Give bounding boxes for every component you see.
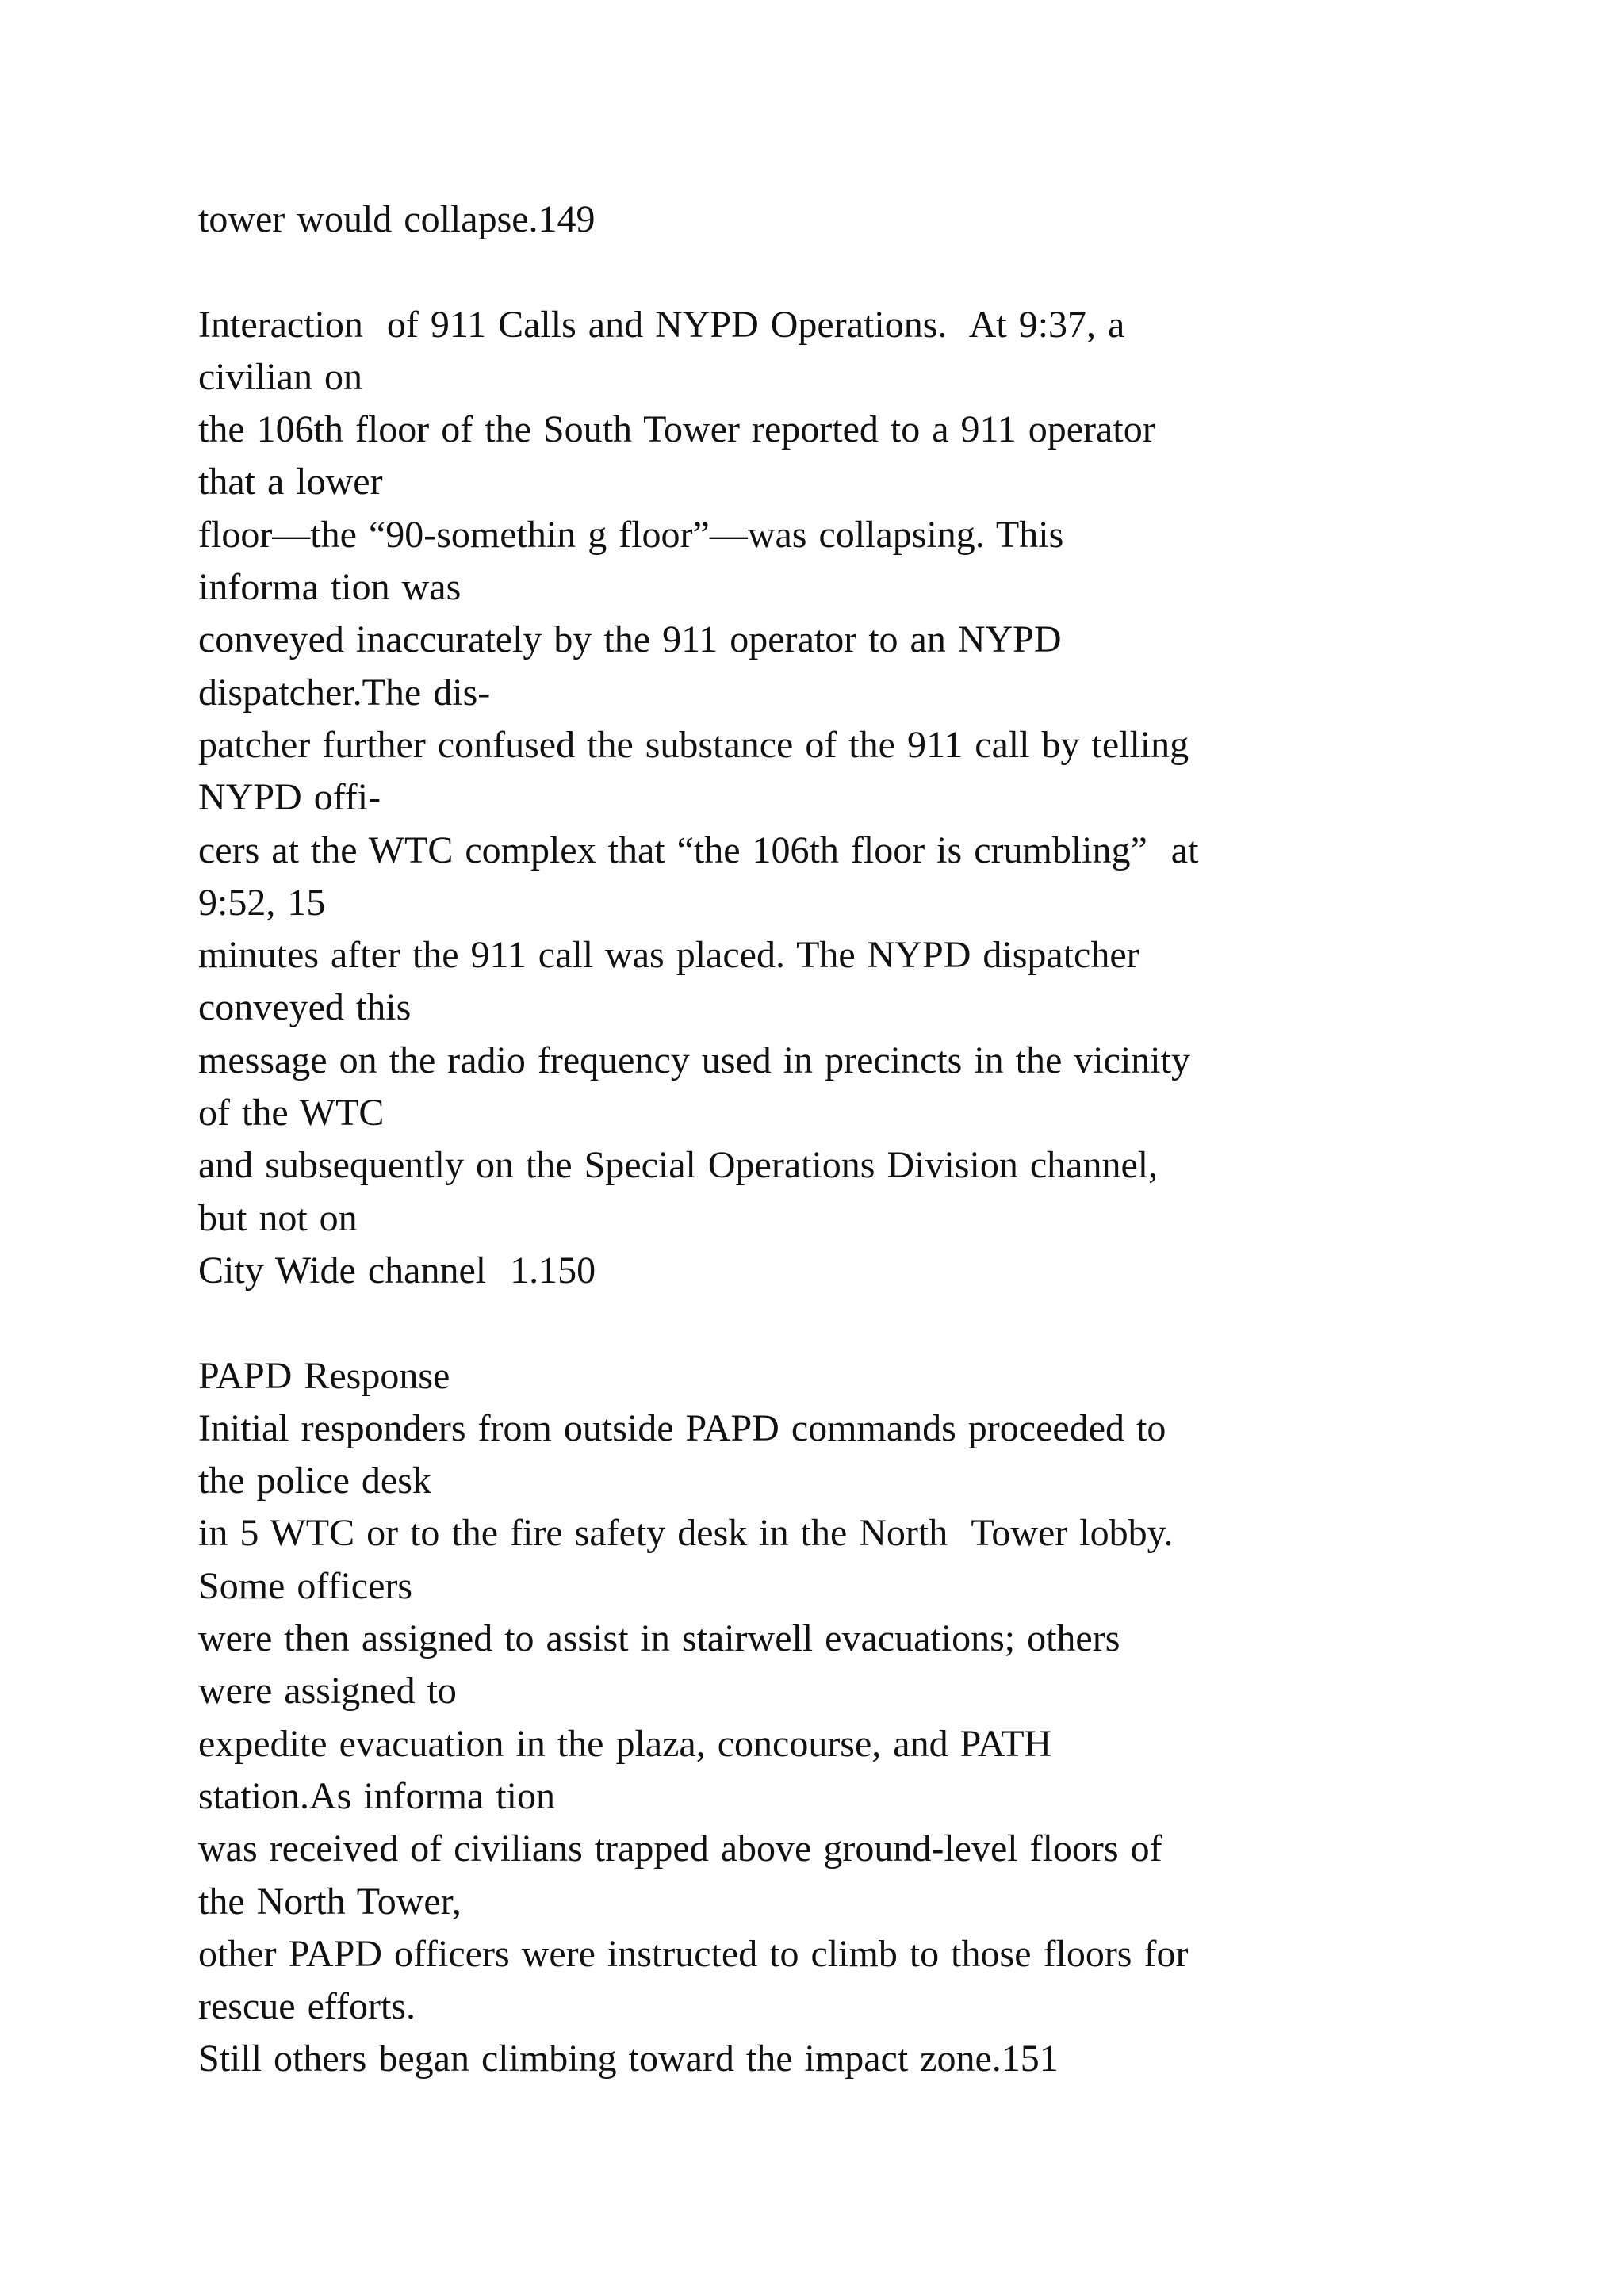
text-line: Some officers (198, 1564, 413, 1607)
text-line: cers at the WTC complex that “the 106th floor is crumbling” at (198, 828, 1199, 871)
text-line: Still others began climbing toward the impact zone.151 (198, 2038, 1059, 2080)
text-line: and subsequently on the Special Operations Division channel, (198, 1144, 1159, 1187)
text-line: expedite evacuation in the plaza, concourse, and PATH (198, 1722, 1052, 1765)
paragraph-gap (198, 1297, 1507, 1349)
text-line: tower would collapse.149 (198, 198, 596, 240)
text-line: rescue efforts. (198, 1985, 416, 2028)
paragraph-gap (198, 246, 1507, 298)
text-line: dispatcher.The dis- (198, 671, 491, 714)
text-line: message on the radio frequency used in precincts in the vicinity (198, 1039, 1190, 1081)
text-line: Initial responders from outside PAPD commands proceeded to (198, 1406, 1166, 1449)
text-line: informa tion was (198, 566, 462, 609)
text-line: civilian on (198, 355, 362, 398)
text-line: were then assigned to assist in stairwell evacuations; others (198, 1617, 1120, 1660)
text-line: conveyed inaccurately by the 911 operator to an NYPD (198, 618, 1062, 661)
section-heading: PAPD Response (198, 1354, 450, 1397)
text-line: other PAPD officers were instructed to climb to those floors for (198, 1932, 1189, 1975)
text-line: floor—the “90-somethin g floor”—was collapsing. This (198, 513, 1064, 556)
text-line: in 5 WTC or to the fire safety desk in the North Tower lobby. (198, 1512, 1174, 1555)
text-line: 9:52, 15 (198, 881, 326, 924)
text-line: conveyed this (198, 986, 412, 1029)
text-line: were assigned to (198, 1670, 457, 1712)
text-line: Interaction of 911 Calls and NYPD Operations. At 9:37, a (198, 303, 1125, 346)
text-line: station.As informa tion (198, 1774, 555, 1817)
text-line: the North Tower, (198, 1880, 462, 1923)
text-line: that a lower (198, 461, 383, 503)
text-line: of the WTC (198, 1092, 385, 1135)
text-line: patcher further confused the substance of the 911 call by telling (198, 723, 1189, 766)
text-line: but not on (198, 1196, 358, 1239)
text-line: the police desk (198, 1460, 431, 1502)
text-line: minutes after the 911 call was placed. The NYPD dispatcher (198, 934, 1139, 977)
text-line: NYPD offi- (198, 776, 381, 819)
text-line: was received of civilians trapped above ground-level floors of (198, 1827, 1162, 1870)
document-text (198, 193, 1507, 2086)
text-line: the 106th floor of the South Tower reported to a 911 operator (198, 408, 1155, 451)
text-line: City Wide channel 1.150 (198, 1249, 596, 1292)
